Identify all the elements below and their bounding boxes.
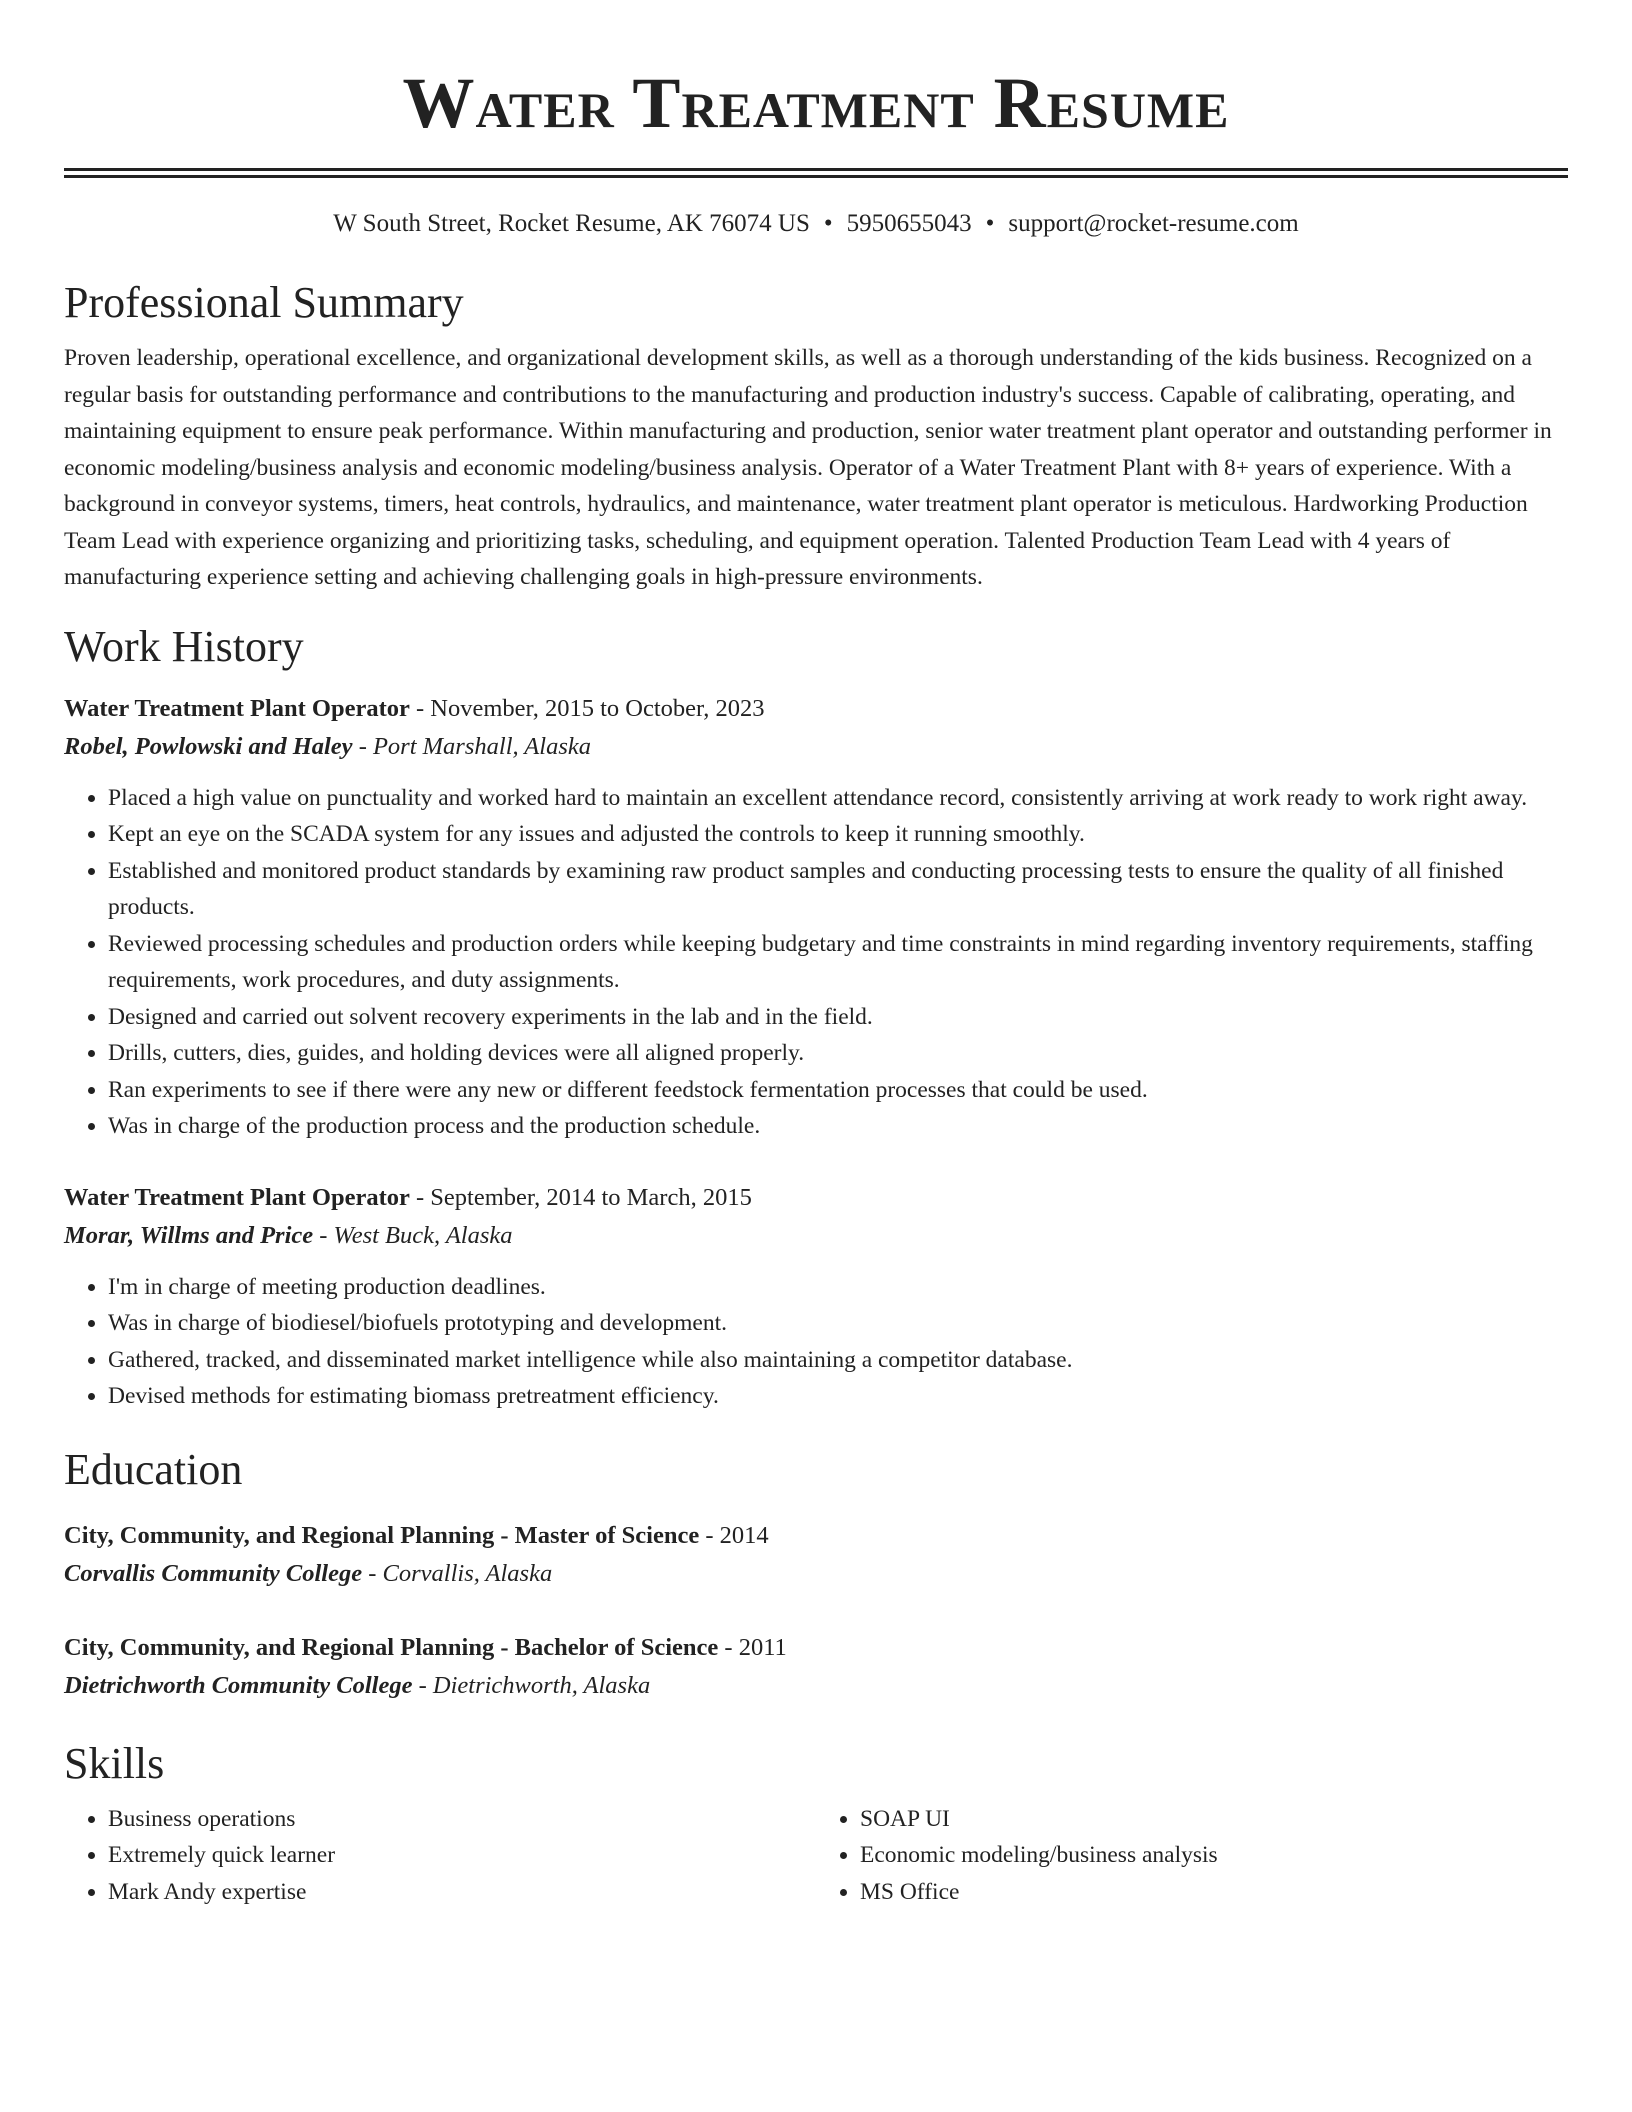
job-title: Water Treatment Plant Operator bbox=[64, 1183, 410, 1211]
school-name: Corvallis Community College bbox=[64, 1559, 363, 1587]
school-location: - Dietrichworth, Alaska bbox=[412, 1671, 651, 1699]
graduation-year: - 2014 bbox=[699, 1521, 769, 1549]
work-history-heading: Work History bbox=[64, 621, 304, 671]
contact-email: support@rocket-resume.com bbox=[1008, 210, 1299, 237]
job-duties-list bbox=[64, 780, 1568, 1145]
job-company: Morar, Willms and Price bbox=[64, 1221, 314, 1249]
job-duty: • Placed a high value on punctuality and worked hard to maintain an excellent attendance record, consistently arriving at work ready to work right away. bbox=[108, 780, 1568, 817]
job-duty: • Designed and carried out solvent recovery experiments in the lab and in the field. bbox=[108, 999, 1568, 1036]
contact-address: W South Street, Rocket Resume, AK 76074 US bbox=[333, 210, 810, 237]
skills-grid bbox=[64, 1801, 1568, 1911]
graduation-year: - 2011 bbox=[718, 1633, 787, 1661]
job-company-line bbox=[64, 728, 1568, 766]
skill-item: • Economic modeling/business analysis bbox=[860, 1837, 1568, 1874]
job-duty: • Was in charge of biodiesel/biofuels prototyping and development. bbox=[108, 1305, 1568, 1342]
job-duty: • Was in charge of the production process and the production schedule. bbox=[108, 1108, 1568, 1145]
contact-phone: 5950655043 bbox=[846, 210, 972, 237]
contact-line bbox=[64, 208, 1568, 240]
education-entry bbox=[64, 1517, 1568, 1593]
skill-item: • Business operations bbox=[108, 1801, 816, 1838]
school-name: Dietrichworth Community College bbox=[64, 1671, 413, 1699]
contact-separator: • bbox=[985, 210, 995, 237]
school-line bbox=[64, 1555, 1568, 1593]
job-duty: • Drills, cutters, dies, guides, and holding devices were all aligned properly. bbox=[108, 1035, 1568, 1072]
skill-item: • Mark Andy expertise bbox=[108, 1874, 816, 1911]
degree: City, Community, and Regional Planning - Master of Science bbox=[64, 1521, 700, 1549]
job-company-line bbox=[64, 1217, 1568, 1255]
skills-list-left bbox=[64, 1801, 816, 1911]
title-divider bbox=[64, 168, 1568, 178]
school-location: - Corvallis, Alaska bbox=[362, 1559, 553, 1587]
job-duty: • Ran experiments to see if there were any new or different feedstock fermentation processes that could be used. bbox=[108, 1072, 1568, 1109]
job-duties-list bbox=[64, 1269, 1568, 1415]
job-duty: • Kept an eye on the SCADA system for any issues and adjusted the controls to keep it running smoothly. bbox=[108, 816, 1568, 853]
job-duty: • Gathered, tracked, and disseminated market intelligence while also maintaining a competitor database. bbox=[108, 1342, 1568, 1379]
job-location: - Port Marshall, Alaska bbox=[352, 732, 591, 760]
degree: City, Community, and Regional Planning - Bachelor of Science bbox=[64, 1633, 719, 1661]
summary-heading: Professional Summary bbox=[64, 278, 464, 327]
degree-line bbox=[64, 1629, 1568, 1667]
skill-item: • Extremely quick learner bbox=[108, 1837, 816, 1874]
job-entry bbox=[64, 1179, 1568, 1415]
job-dates: - September, 2014 to March, 2015 bbox=[409, 1183, 752, 1211]
contact-separator: • bbox=[823, 210, 833, 237]
job-title: Water Treatment Plant Operator bbox=[64, 694, 410, 722]
skill-item: • MS Office bbox=[860, 1874, 1568, 1911]
summary-text: Proven leadership, operational excellence, and organizational development skills, as well as a thorough understanding of the kids business. Recognized on a regular basis for outstanding performance and contributions to the manufacturing and production industry's success. Capable of calibrating, operating, and maintaining equipment to ensure peak performance. Within manufacturing and production, senior water treatment plant operator and outstanding performer in economic modeling/business analysis and economic modeling/business analysis. Operator of a Water Treatment Plant with 8+ years of experience. With a background in conveyor systems, timers, heat controls, hydraulics, and maintenance, water treatment plant operator is meticulous. Hardworking Production Team Lead with experience organizing and prioritizing tasks, scheduling, and equipment operation. Talented Production Team Lead with 4 years of manufacturing experience setting and achieving challenging goals in high-pressure environments. bbox=[64, 345, 1552, 590]
job-company: Robel, Powlowski and Haley bbox=[64, 732, 353, 760]
education-entry bbox=[64, 1629, 1568, 1705]
job-title-line bbox=[64, 1179, 1568, 1217]
job-duty: • Devised methods for estimating biomass pretreatment efficiency. bbox=[108, 1378, 1568, 1415]
resume-title: Water Treatment Resume bbox=[402, 63, 1230, 143]
skills-list-right bbox=[816, 1801, 1568, 1911]
education-heading: Education bbox=[64, 1444, 243, 1494]
degree-line bbox=[64, 1517, 1568, 1555]
job-location: - West Buck, Alaska bbox=[313, 1221, 513, 1249]
job-dates: - November, 2015 to October, 2023 bbox=[409, 694, 765, 722]
job-duty: • Reviewed processing schedules and production orders while keeping budgetary and time constraints in mind regarding inventory requirements, staffing requirements, work procedures, and duty assignments. bbox=[108, 926, 1568, 999]
skills-heading: Skills bbox=[64, 1738, 165, 1788]
skill-item: • SOAP UI bbox=[860, 1801, 1568, 1838]
job-duty: • I'm in charge of meeting production deadlines. bbox=[108, 1269, 1568, 1306]
job-title-line bbox=[64, 690, 1568, 728]
job-duty: • Established and monitored product standards by examining raw product samples and conducting processing tests to ensure the quality of all finished products. bbox=[108, 853, 1568, 926]
school-line bbox=[64, 1667, 1568, 1705]
job-entry bbox=[64, 690, 1568, 1145]
